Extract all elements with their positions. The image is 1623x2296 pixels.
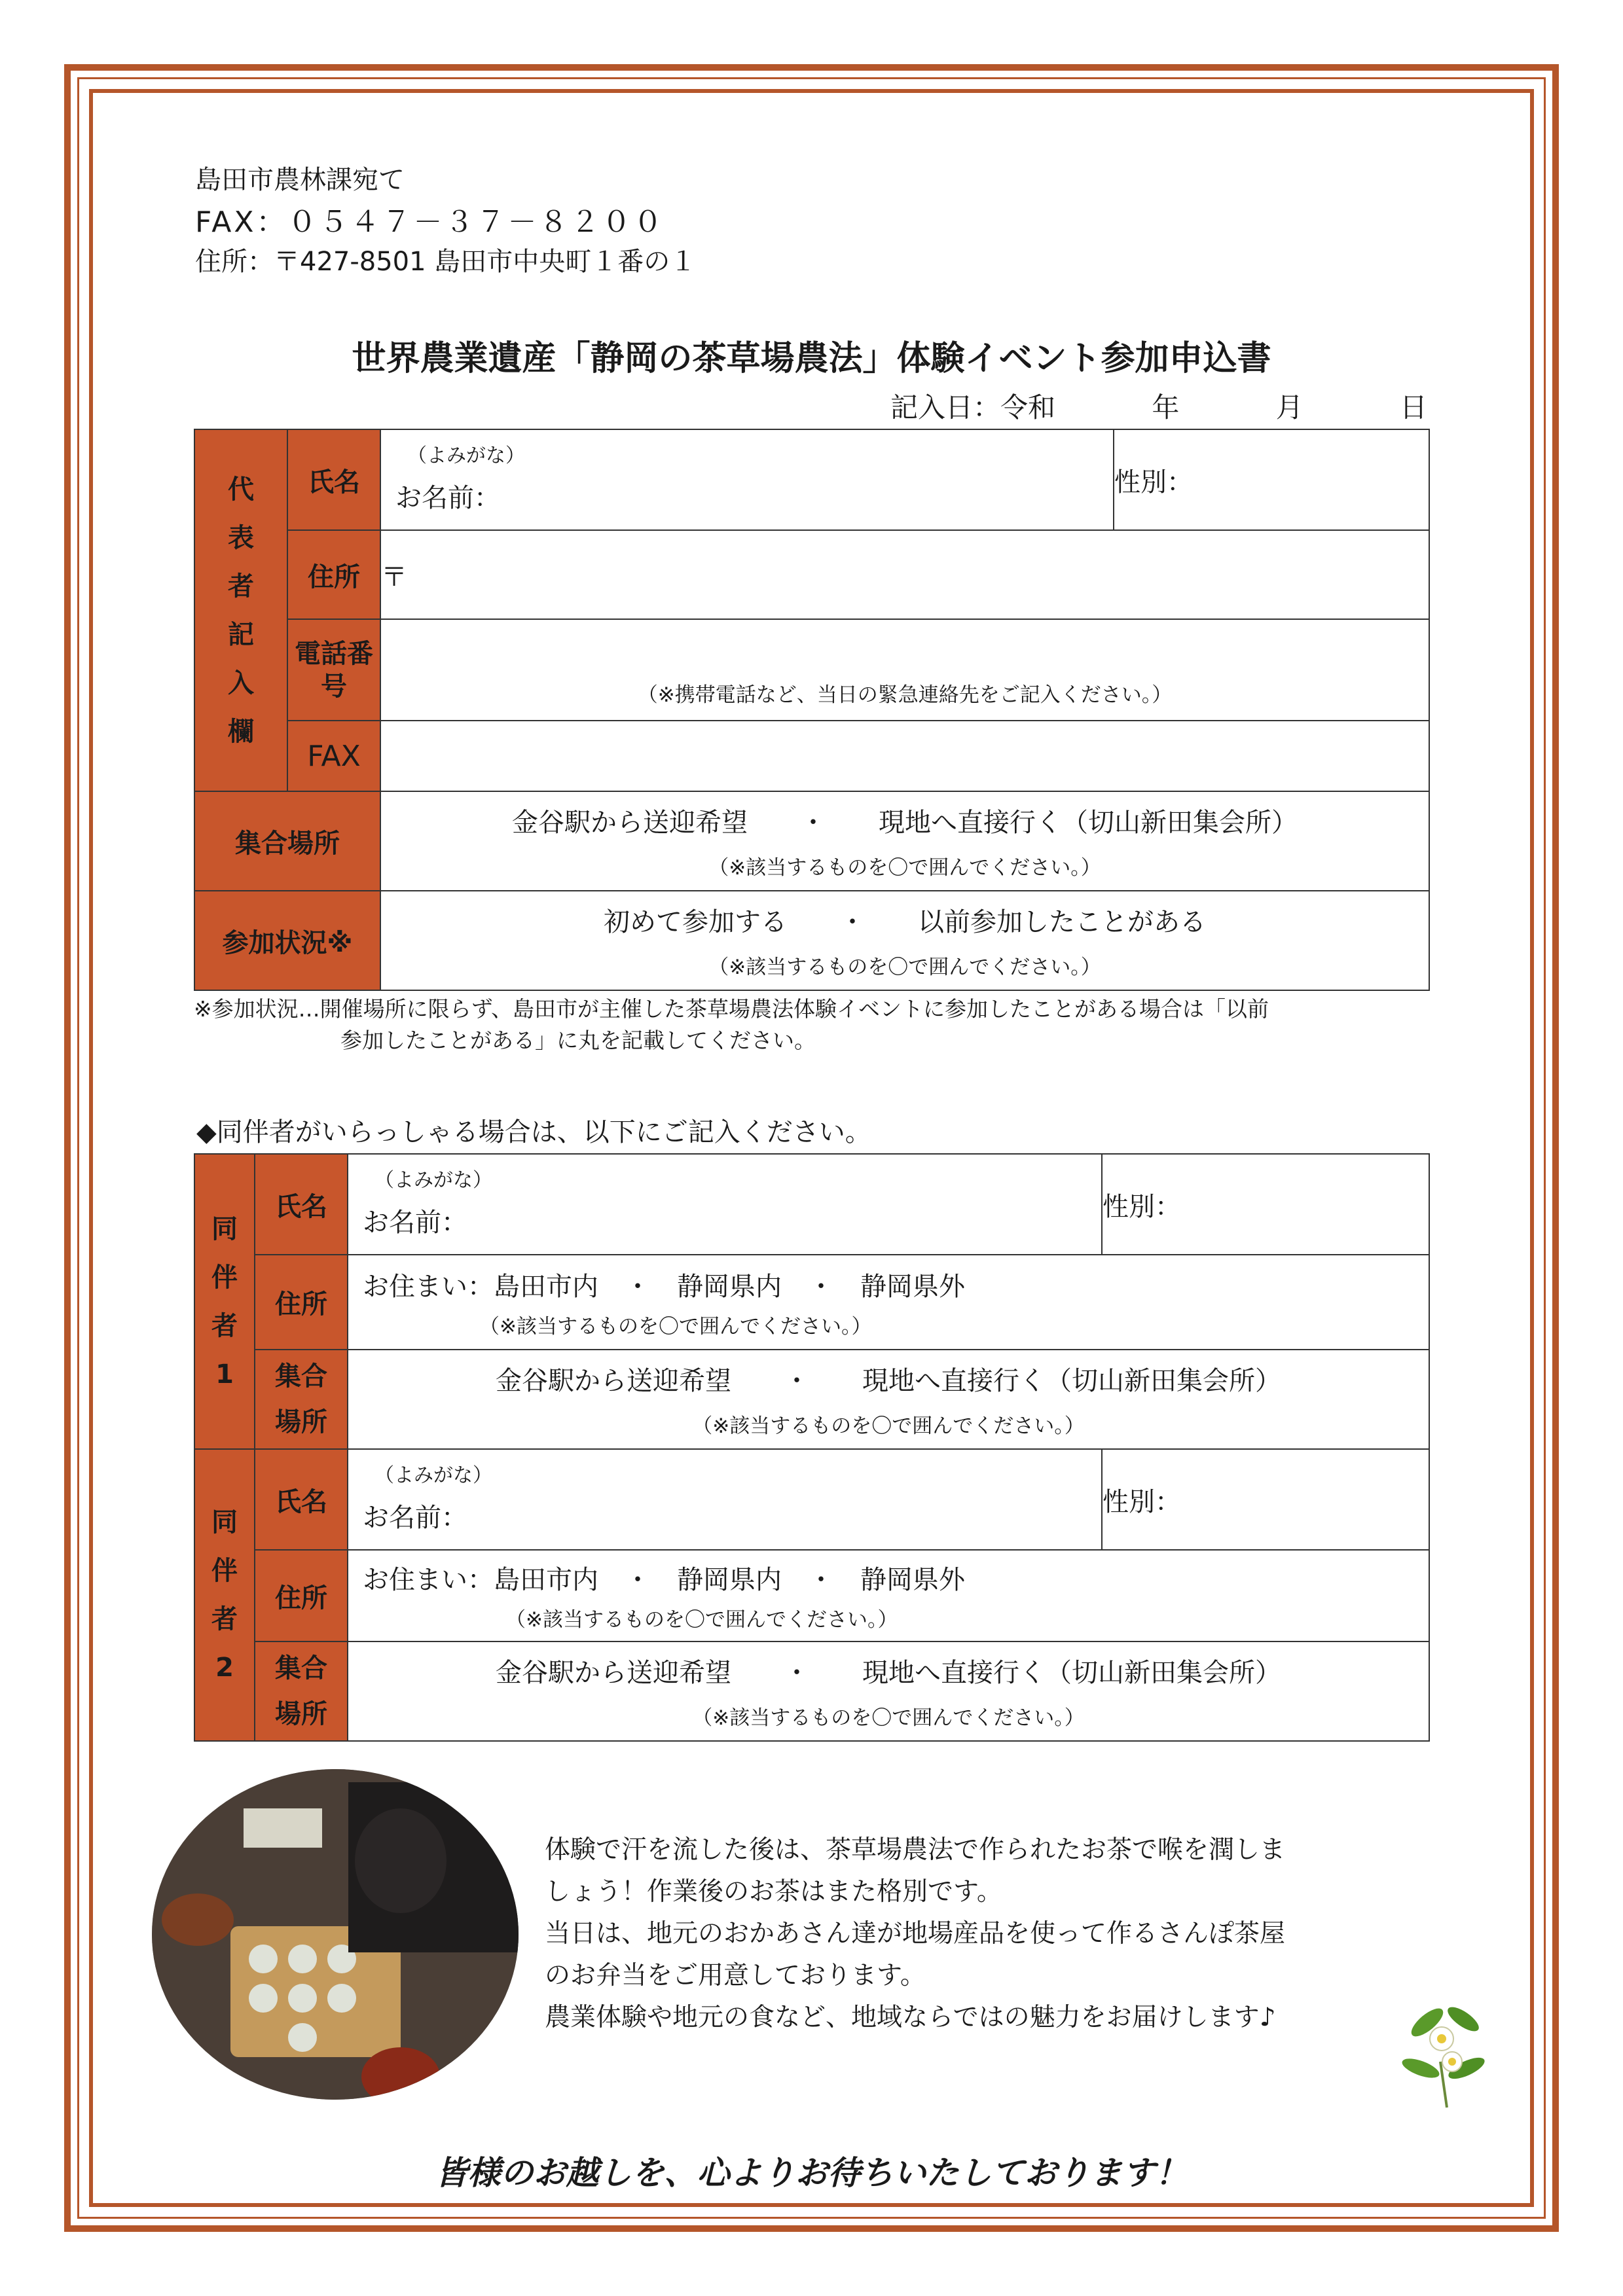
rep-status-field[interactable] — [380, 891, 1429, 990]
meet-options: 金谷駅から送迎希望 ・ 現地へ直接行く（切山新田集会所） — [496, 1658, 1281, 1688]
companion2-meet-label: 集合 場所 — [255, 1641, 348, 1741]
page-title: 世界農業遺産「静岡の茶草場農法」体験イベント参加申込書 — [352, 339, 1271, 378]
entry-date — [890, 386, 1427, 425]
furigana-label: （よみがな） — [374, 1169, 492, 1192]
rep-fax-label: FAX — [287, 721, 380, 791]
tea-photo — [152, 1769, 519, 2100]
rep-meet-label: 集合場所 — [194, 791, 380, 891]
residence-options: お住まい：島田市内 ・ 静岡県内 ・ 静岡県外 — [363, 1271, 965, 1302]
rep-status-label: 参加状況※ — [194, 891, 380, 990]
fax-number: FAX：０５４７－３７－８２００ — [195, 206, 665, 239]
companion1-label: 同 伴 者 1 — [194, 1154, 255, 1449]
name-prompt: お名前： — [395, 483, 500, 513]
status-options: 初めて参加する ・ 以前参加したことがある — [604, 907, 1206, 937]
companion2-label: 同 伴 者 2 — [194, 1449, 255, 1741]
rep-name-field[interactable] — [380, 429, 1114, 530]
rep-address-field[interactable]: 〒 — [380, 530, 1429, 619]
companion1-address-label: 住所 — [255, 1255, 348, 1350]
teapot — [162, 1893, 234, 1946]
status-footnote: ※参加状況…開催場所に限らず、島田市が主催した茶草場農法体験イベントに参加したことがある場合は「以前 参加したことがある」に丸を記載してください。 — [194, 996, 1269, 1053]
closing-message: 皆様のお越しを、心よりお待ちいたしております！ — [435, 2154, 1188, 2192]
circle-note: （※該当するものを〇で囲んでください。） — [708, 956, 1101, 979]
companion2-gender-field[interactable]: 性別： — [1102, 1449, 1429, 1550]
rep-gender-field[interactable]: 性別： — [1114, 429, 1429, 530]
companion1-meet-label: 集合 場所 — [255, 1350, 348, 1449]
name-prompt: お名前： — [363, 1503, 467, 1533]
furigana-label: （よみがな） — [374, 1464, 492, 1487]
phone-note: （※携帯電話など、当日の緊急連絡先をご記入ください。） — [637, 683, 1173, 707]
companion2-meet-field[interactable] — [348, 1641, 1429, 1741]
tea-photo-illustration — [152, 1769, 519, 2100]
name-prompt: お名前： — [363, 1208, 467, 1238]
companion1-meet-field[interactable] — [348, 1350, 1429, 1449]
rep-phone-field[interactable] — [380, 619, 1429, 721]
circle-note: （※該当するものを〇で囲んでください。） — [708, 856, 1101, 880]
rep-meet-field[interactable] — [380, 791, 1429, 891]
companion1-address-field[interactable] — [348, 1255, 1429, 1350]
representative-form — [194, 429, 1430, 991]
companion1-name-label: 氏名 — [255, 1154, 348, 1255]
date-month: 月 — [1275, 391, 1304, 423]
tea-flower-icon — [1401, 1983, 1486, 2114]
companion-heading: ◆同伴者がいらっしゃる場合は、以下にご記入ください。 — [196, 1117, 871, 1147]
circle-note: （※該当するものを〇で囲んでください。） — [505, 1608, 898, 1632]
date-label: 記入日：令和 — [890, 391, 1056, 423]
companion2-address-field[interactable] — [348, 1550, 1429, 1641]
circle-note: （※該当するものを〇で囲んでください。） — [692, 1414, 1085, 1438]
mailing-address: 住所：〒427-8501 島田市中央町１番の１ — [195, 247, 697, 277]
meet-options: 金谷駅から送迎希望 ・ 現地へ直接行く（切山新田集会所） — [496, 1366, 1281, 1396]
meet-options: 金谷駅から送迎希望 ・ 現地へ直接行く（切山新田集会所） — [512, 808, 1298, 838]
residence-options: お住まい：島田市内 ・ 静岡県内 ・ 静岡県外 — [363, 1565, 965, 1595]
companion2-name-label: 氏名 — [255, 1449, 348, 1550]
companion1-name-field[interactable] — [348, 1154, 1102, 1255]
companion2-address-label: 住所 — [255, 1550, 348, 1641]
rep-name-label: 氏名 — [287, 429, 380, 530]
recipient: 島田市農林課宛て — [195, 165, 405, 195]
rep-fax-field[interactable] — [380, 721, 1429, 791]
date-year: 年 — [1152, 391, 1180, 423]
rep-address-label: 住所 — [287, 530, 380, 619]
rep-section-label: 代 表 者 記 入 欄 — [194, 429, 287, 791]
companion-form — [194, 1153, 1430, 1742]
furigana-label: （よみがな） — [407, 444, 525, 467]
circle-note: （※該当するものを〇で囲んでください。） — [692, 1706, 1085, 1730]
companion2-name-field[interactable] — [348, 1449, 1102, 1550]
companion1-gender-field[interactable]: 性別： — [1102, 1154, 1429, 1255]
event-description: 体験で汗を流した後は、茶草場農法で作られたお茶で喉を潤しま しょう！作業後のお茶はまた格別です。 当日は、地元のおかあさん達が地場産品を使って作るさんぽ茶屋 のお弁当をご用意しております。 農業体験や地元の食など、地域ならではの魅力をお届けします♪ — [545, 1835, 1286, 2032]
circle-note: （※該当するものを〇で囲んでください。） — [479, 1314, 872, 1338]
date-day: 日 — [1399, 391, 1427, 423]
rep-phone-label: 電話番号 — [287, 619, 380, 721]
